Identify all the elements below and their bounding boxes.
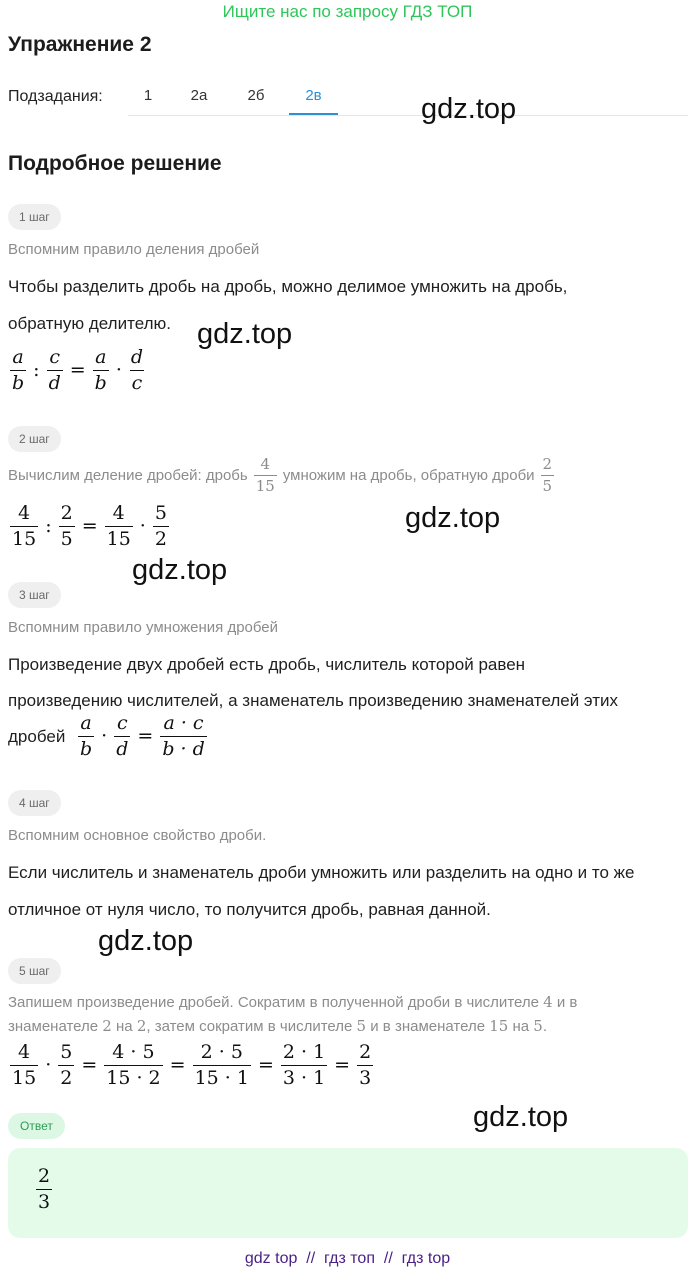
step-badge: 4 шаг: [8, 790, 61, 816]
exercise-title: Упражнение 2: [8, 33, 152, 56]
answer-badge: Ответ: [8, 1113, 65, 1139]
step-badge: 3 шаг: [8, 582, 61, 608]
fraction: $\frac{2}{5}$: [60, 502, 73, 550]
fraction: $\frac{4 \cdot 5}{15 \cdot 2}$: [106, 1041, 161, 1089]
section-title: Подробное решение: [8, 152, 222, 175]
watermark-text: gdz.top: [421, 93, 517, 125]
step-text: дробей: [8, 727, 66, 746]
tabs-divider: [128, 115, 688, 116]
promo-text: Ищите нас по запросу ГДЗ ТОП: [222, 2, 473, 21]
step-hint: Запишем произведение дробей. Сократим в полученной дроби в числителе 4 и в: [8, 993, 578, 1011]
tab-1[interactable]: 1: [143, 87, 153, 104]
fraction: $\frac{a}{b}$: [80, 712, 93, 760]
step-badge: 2 шаг: [8, 426, 61, 452]
multiplication-rule-formula: $\frac{a}{b}$ · $\frac{c}{d}$ = $\frac{a \cdot c}{b \cdot d}$: [80, 712, 205, 760]
fraction: $\frac{2}{3}$: [38, 1165, 51, 1213]
tab-2v[interactable]: 2в: [289, 78, 338, 115]
step-hint: знаменателе 2 на 2, затем сократим в числителе 5 и в знаменателе 15 на 5.: [8, 1017, 548, 1035]
fraction: $\frac{4}{15}$: [255, 455, 275, 495]
fraction: $\frac{2 \cdot 5}{15 \cdot 1}$: [194, 1041, 249, 1089]
step-badge: 5 шаг: [8, 958, 61, 984]
fraction: $\frac{c}{d}$: [48, 346, 61, 394]
fraction: $\frac{5}{2}$: [60, 1041, 73, 1089]
step-hint: Вспомним правило умножения дробей: [8, 619, 279, 636]
step-text: обратную делителю.: [8, 314, 171, 333]
watermark-text: gdz.top: [473, 1101, 569, 1133]
step-text: Чтобы разделить дробь на дробь, можно делимое умножить на дробь,: [8, 277, 568, 296]
fraction: $\frac{a}{b}$: [94, 346, 107, 394]
watermark-text: gdz.top: [98, 925, 194, 957]
fraction: $\frac{2}{5}$: [542, 455, 553, 495]
watermark-text: gdz.top: [197, 318, 293, 350]
fraction: $\frac{5}{2}$: [154, 502, 167, 550]
step-text: отличное от нуля число, то получится дробь, равная данной.: [8, 900, 491, 919]
step-hint: Вспомним правило деления дробей: [8, 241, 260, 258]
step-hint: Вспомним основное свойство дроби.: [8, 827, 267, 844]
step-text: произведению числителей, а знаменатель произведению знаменателей этих: [8, 691, 619, 710]
footer-links[interactable]: gdz top // гдз топ // гдз top: [244, 1250, 451, 1267]
fraction: $\frac{a}{b}$: [12, 346, 25, 394]
division-rule-formula: $\frac{a}{b}$ : $\frac{c}{d}$ = $\frac{a}{b}$ · $\frac{d}{c}$: [12, 346, 144, 394]
fraction: $\frac{4}{15}$: [12, 1041, 37, 1089]
tab-2b[interactable]: 2б: [247, 87, 265, 104]
fraction: $\frac{d}{c}$: [130, 346, 144, 394]
step-badge: 1 шаг: [8, 204, 61, 230]
subtasks-label: Подзадания:: [8, 88, 103, 105]
step-text: Если числитель и знаменатель дроби умножить или разделить на одно и то же: [8, 863, 635, 882]
step-text: Произведение двух дробей есть дробь, числитель которой равен: [8, 655, 526, 674]
fraction: $\frac{a \cdot c}{b \cdot d}$: [162, 712, 205, 760]
watermark-text: gdz.top: [405, 502, 501, 534]
fraction: $\frac{4}{15}$: [12, 502, 37, 550]
watermark-text: gdz.top: [132, 554, 228, 586]
answer-formula: [34, 1166, 54, 1213]
step-hint: Вычислим деление дробей: дробь $\frac{4}{15}$ умножим на дробь, обратную дроби $\frac{2}{5}$: [8, 455, 553, 495]
reduction-chain-formula: $\frac{4}{15}$ · $\frac{5}{2}$ = $\frac{4 \cdot 5}{15 \cdot 2}$ = $\frac{2 \cdot 5}{15 \cdot 1}$ = $\frac{2 \cdot 1}{3 \cdot 1}$ = $\frac{2}{3}$: [12, 1041, 372, 1089]
fraction: $\frac{c}{d}$: [116, 712, 129, 760]
tab-2a[interactable]: 2а: [190, 87, 208, 104]
fraction: $\frac{2 \cdot 1}{3 \cdot 1}$: [282, 1041, 326, 1089]
division-formula: $\frac{4}{15}$ : $\frac{2}{5}$ = $\frac{4}{15}$ · $\frac{5}{2}$: [12, 502, 167, 550]
fraction: $\frac{4}{15}$: [106, 502, 131, 550]
answer-box: [8, 1148, 688, 1238]
fraction: $\frac{2}{3}$: [359, 1041, 372, 1089]
